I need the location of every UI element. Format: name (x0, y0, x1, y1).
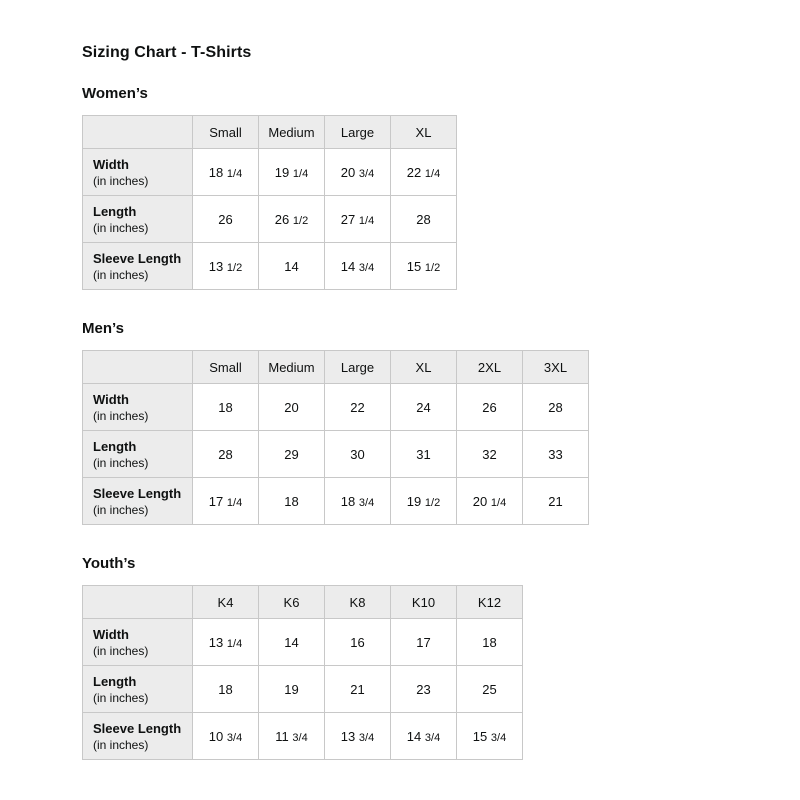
measure-label: Length (93, 438, 137, 454)
size-value: 28 (523, 384, 589, 431)
size-value: 33 (523, 431, 589, 478)
fraction: 1/4 (226, 637, 243, 650)
table-row (83, 149, 457, 196)
size-value: 26 (193, 196, 259, 243)
size-value: 18 (193, 666, 259, 713)
column-header: K4 (193, 586, 259, 619)
size-value: 18 (457, 619, 523, 666)
table-row (83, 478, 589, 525)
size-value: 18 (259, 478, 325, 525)
table-row (83, 666, 523, 713)
fraction: 1/4 (424, 167, 441, 180)
column-header: 3XL (523, 351, 589, 384)
size-value: 20 (259, 384, 325, 431)
measure-label: Width (93, 626, 129, 642)
table-row (83, 196, 457, 243)
corner-cell (83, 116, 193, 149)
section-mens (82, 320, 800, 525)
fraction: 3/4 (358, 167, 375, 180)
column-header: Small (193, 116, 259, 149)
measure-label: Sleeve Length (93, 720, 182, 736)
table-row (83, 431, 589, 478)
fraction: 1/4 (226, 496, 243, 509)
fraction: 3/4 (490, 731, 507, 744)
column-header: XL (391, 351, 457, 384)
size-value: 25 (457, 666, 523, 713)
size-value: 15 1/2 (391, 243, 457, 290)
fraction: 1/4 (292, 167, 309, 180)
size-value: 14 (259, 619, 325, 666)
column-header: K10 (391, 586, 457, 619)
measure-unit: (in inches) (93, 408, 149, 423)
fraction: 1/4 (358, 214, 375, 227)
measure-unit: (in inches) (93, 173, 149, 188)
size-value: 30 (325, 431, 391, 478)
section-youths (82, 555, 800, 760)
size-value: 17 1/4 (193, 478, 259, 525)
section-womens (82, 85, 800, 290)
table-row (83, 384, 589, 431)
header-row (83, 351, 589, 384)
row-label-cell (83, 243, 193, 290)
size-value: 11 3/4 (259, 713, 325, 760)
column-header: K12 (457, 586, 523, 619)
page-title: Sizing Chart - T-Shirts (82, 44, 252, 61)
measure-unit: (in inches) (93, 643, 149, 658)
fraction: 3/4 (424, 731, 441, 744)
size-value: 14 3/4 (391, 713, 457, 760)
fraction: 1/4 (226, 167, 243, 180)
measure-unit: (in inches) (93, 455, 149, 470)
column-header: K8 (325, 586, 391, 619)
measure-label: Width (93, 156, 129, 172)
size-value: 18 (193, 384, 259, 431)
size-value: 26 (457, 384, 523, 431)
section-heading-womens: Women’s (82, 85, 148, 102)
measure-unit: (in inches) (93, 502, 149, 517)
section-heading-mens: Men’s (82, 320, 124, 337)
fraction: 3/4 (358, 731, 375, 744)
corner-cell (83, 351, 193, 384)
table-row (83, 243, 457, 290)
size-value: 32 (457, 431, 523, 478)
sizing-table-youths (82, 585, 523, 760)
size-value: 17 (391, 619, 457, 666)
fraction: 1/2 (424, 496, 441, 509)
size-value: 13 1/2 (193, 243, 259, 290)
size-value: 31 (391, 431, 457, 478)
row-label-cell (83, 149, 193, 196)
measure-unit: (in inches) (93, 220, 149, 235)
size-value: 27 1/4 (325, 196, 391, 243)
fraction: 3/4 (358, 261, 375, 274)
row-label-cell (83, 666, 193, 713)
size-value: 24 (391, 384, 457, 431)
measure-label: Sleeve Length (93, 485, 182, 501)
measure-label: Sleeve Length (93, 250, 182, 266)
row-label-cell (83, 431, 193, 478)
measure-label: Length (93, 673, 137, 689)
size-value: 29 (259, 431, 325, 478)
column-header: Small (193, 351, 259, 384)
fraction: 1/2 (226, 261, 243, 274)
column-header: K6 (259, 586, 325, 619)
header-row (83, 116, 457, 149)
table-row (83, 713, 523, 760)
size-value: 28 (391, 196, 457, 243)
size-value: 20 3/4 (325, 149, 391, 196)
section-heading-youths: Youth’s (82, 555, 136, 572)
size-value: 21 (523, 478, 589, 525)
size-value: 15 3/4 (457, 713, 523, 760)
size-value: 19 1/4 (259, 149, 325, 196)
size-value: 10 3/4 (193, 713, 259, 760)
size-value: 14 (259, 243, 325, 290)
size-value: 13 3/4 (325, 713, 391, 760)
table-row (83, 619, 523, 666)
sizing-table-womens (82, 115, 457, 290)
size-value: 16 (325, 619, 391, 666)
fraction: 1/2 (292, 214, 309, 227)
size-value: 26 1/2 (259, 196, 325, 243)
sizing-table-mens (82, 350, 589, 525)
column-header: 2XL (457, 351, 523, 384)
row-label-cell (83, 478, 193, 525)
row-label-cell (83, 384, 193, 431)
size-value: 28 (193, 431, 259, 478)
column-header: Large (325, 351, 391, 384)
fraction: 3/4 (358, 496, 375, 509)
size-value: 20 1/4 (457, 478, 523, 525)
column-header: Medium (259, 116, 325, 149)
size-value: 22 (325, 384, 391, 431)
size-value: 19 1/2 (391, 478, 457, 525)
fraction: 1/2 (424, 261, 441, 274)
column-header: Medium (259, 351, 325, 384)
fraction: 3/4 (292, 731, 308, 744)
size-value: 21 (325, 666, 391, 713)
row-label-cell (83, 713, 193, 760)
measure-unit: (in inches) (93, 267, 149, 282)
size-value: 18 3/4 (325, 478, 391, 525)
header-row (83, 586, 523, 619)
column-header: Large (325, 116, 391, 149)
row-label-cell (83, 619, 193, 666)
measure-label: Length (93, 203, 137, 219)
measure-unit: (in inches) (93, 690, 149, 705)
column-header: XL (391, 116, 457, 149)
measure-unit: (in inches) (93, 737, 149, 752)
size-value: 22 1/4 (391, 149, 457, 196)
fraction: 1/4 (490, 496, 507, 509)
corner-cell (83, 586, 193, 619)
size-value: 14 3/4 (325, 243, 391, 290)
row-label-cell (83, 196, 193, 243)
size-value: 23 (391, 666, 457, 713)
size-value: 13 1/4 (193, 619, 259, 666)
size-value: 19 (259, 666, 325, 713)
measure-label: Width (93, 391, 129, 407)
fraction: 3/4 (226, 731, 243, 744)
size-value: 18 1/4 (193, 149, 259, 196)
